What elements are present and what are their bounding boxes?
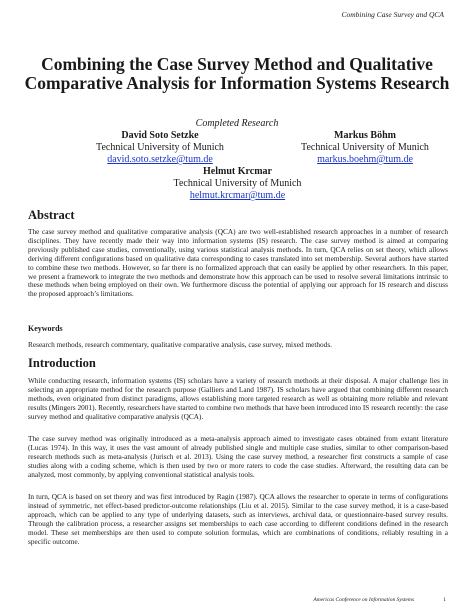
author-affiliation: Technical University of Munich: [301, 142, 429, 153]
keywords-heading: Keywords: [28, 324, 63, 333]
author-affiliation: Technical University of Munich: [96, 142, 224, 153]
introduction-heading: Introduction: [28, 356, 96, 370]
introduction-paragraph: In turn, QCA is based on set theory and was first introduced by Ragin (1987). QCA allows the researcher to operate in terms of configurations instead of symmetric, net effect-based predictor-outcome relationships (Liu et al. 2015). Similar to the case survey method, it is a case-based approach, which can be applied to any type of underlying datasets, such as interviews, archival data, or questionnaire-based survey results. Through the calibration process, a researcher assigns set memberships to each case according to different conditions defined in the research model. These set memberships are then used to compute solution formulas, which are combinations of conditions, reliably resulting in a specific outcome.: [28, 492, 448, 546]
author-name: David Soto Setzke: [121, 130, 199, 141]
author-email-link[interactable]: helmut.krcmar@tum.de: [189, 190, 286, 201]
paper-title: Combining the Case Survey Method and Qualitative Comparative Analysis for Information Systems Research: [24, 54, 450, 93]
paper-subtitle: Completed Research: [195, 118, 279, 129]
footer-text: Americas Conference on Information Systems: [313, 597, 414, 603]
introduction-paragraph: The case survey method was originally introduced as a meta-analysis approach aimed to investigate cases obtained from extant literature (Lucas 1974). In this way, it uses the vast amount of already published single and multiple case studies, similar to other comparison-based research methods such as meta-analysis (Jurisch et al. 2013). Using the case survey method, a researcher first constructs a sample of case studies along with a coding scheme, which is then used by two or more raters to code the case studies. Afterward, the resulting data can be analyzed, most commonly, by applying conventional statistical analysis tools.: [28, 434, 448, 479]
author-block: [270, 130, 460, 166]
abstract-heading: Abstract: [28, 208, 75, 222]
page-number: 1: [443, 597, 446, 603]
author-block: [75, 130, 245, 166]
author-email-link[interactable]: david.soto.setzke@tum.de: [107, 154, 213, 165]
abstract-text: The case survey method and qualitative comparative analysis (QCA) are two well-established research approaches in a number of research disciplines. They have recently made their way into information systems (IS) research. The case survey method is aimed at comparing previously published case studies, conventionally, using various statistical analysis methods. In turn, QCA relies on set theory, which allows deriving different configurations based on qualitative data corresponding to cases translated into set membership. Several authors have started to combine these two methods. However, so far there is no formalized approach that can easily be applied by other researchers. In this paper, we present a framework to integrate the two methods and demonstrate how this approach can be used to resolve several limitations intrinsic to these methods when being employed on their own. We furthermore discuss the potential of applying our approach for IS research and discuss the proposed approach’s limitations.: [28, 227, 448, 299]
author-block: [150, 166, 325, 202]
author-affiliation: Technical University of Munich: [173, 178, 302, 189]
author-name: Helmut Krcmar: [203, 166, 272, 177]
keywords-text: Research methods, research commentary, qualitative comparative analysis, case survey, mixed methods.: [28, 340, 332, 349]
author-name: Markus Böhm: [334, 130, 396, 141]
author-email-link[interactable]: markus.boehm@tum.de: [317, 154, 413, 165]
introduction-paragraph: While conducting research, information systems (IS) scholars have a variety of research methods at their disposal. A major challenge lies in selecting an appropriate method for the research purpose (Galliers and Land 1987). IS scholars have argued that combining different research methods, even originated from distinct paradigms, allows establishing more targeted research as well as obtaining more reliable and relevant results (Mingers 2001). Recently, researchers have started to combine two methods that have been introduced into IS research recently: the case survey method and qualitative comparative analysis (QCA).: [28, 376, 448, 421]
running-head: Combining Case Survey and QCA: [341, 10, 444, 19]
